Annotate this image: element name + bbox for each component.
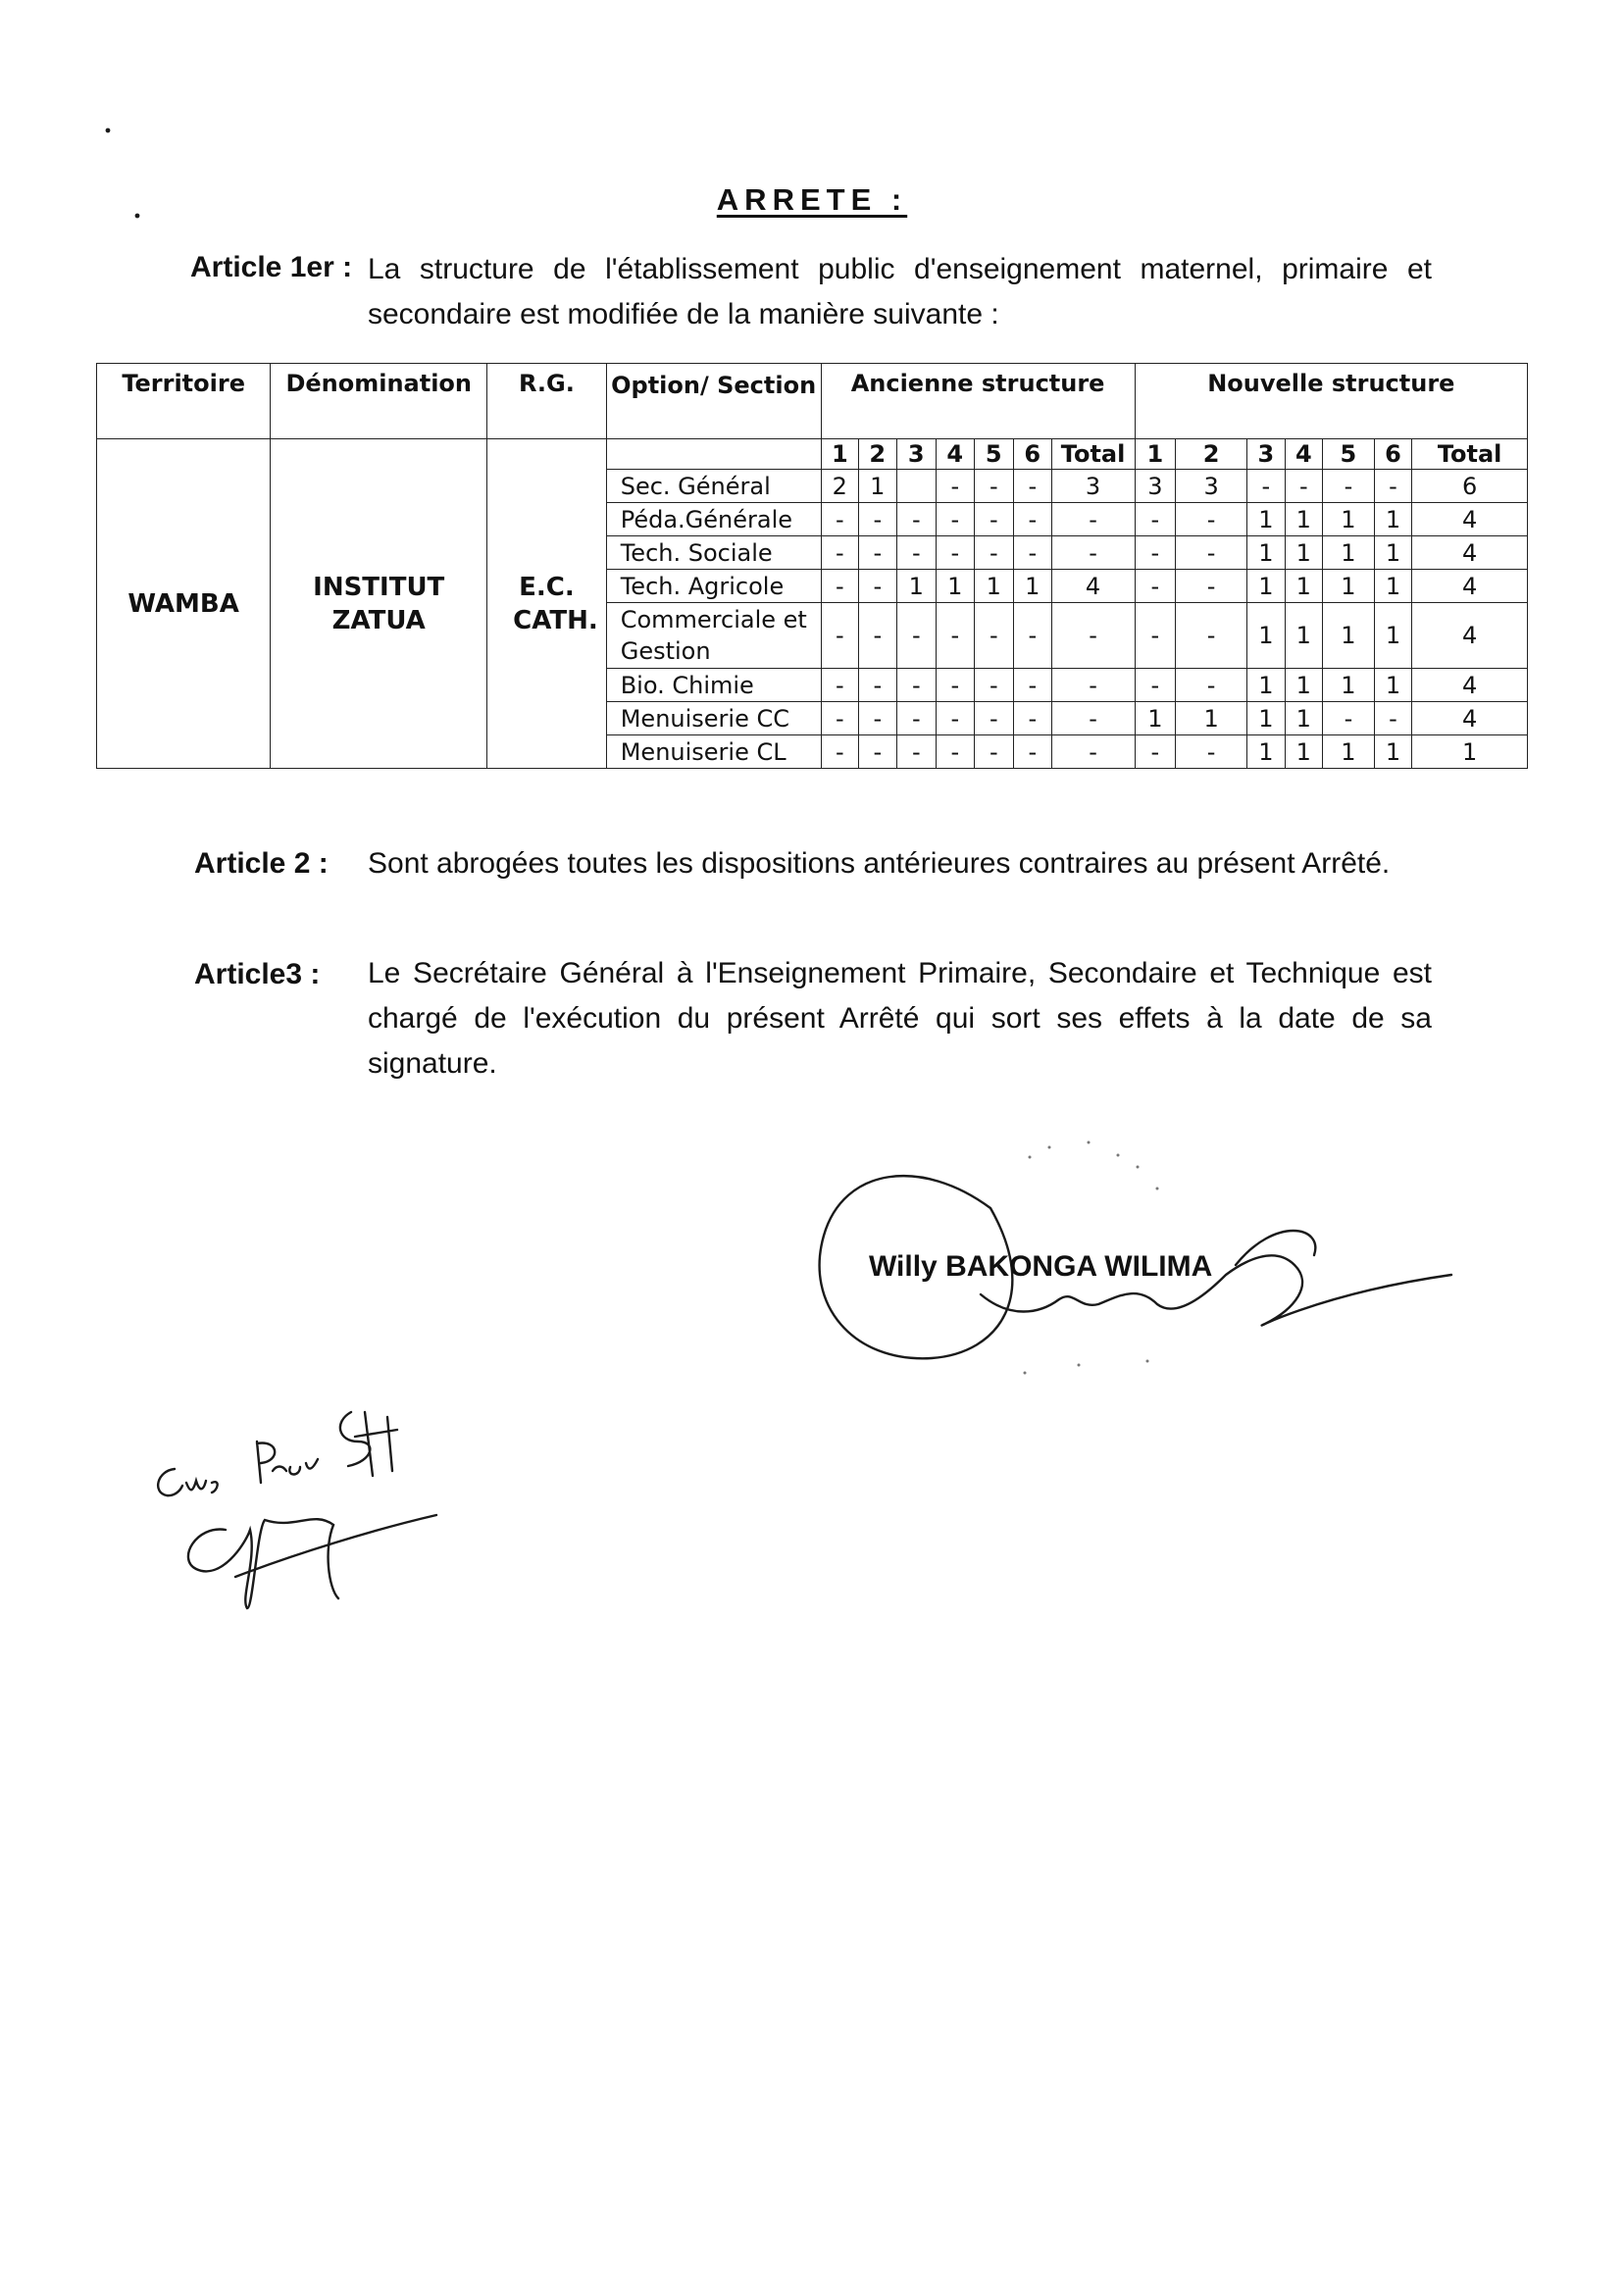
ancienne-cell: - xyxy=(821,570,858,603)
nouvelle-cell: - xyxy=(1176,570,1247,603)
nouvelle-cell: 1 xyxy=(1374,669,1411,702)
article-2-label: Article 2 : xyxy=(194,847,329,880)
ancienne-cell: - xyxy=(937,503,974,536)
ancienne-subheader-5: 5 xyxy=(974,439,1014,470)
ancienne-cell: - xyxy=(937,669,974,702)
ancienne-cell: - xyxy=(937,603,974,669)
nouvelle-subheader-7: Total xyxy=(1412,439,1528,470)
ancienne-cell: - xyxy=(821,669,858,702)
article-3-label: Article3 : xyxy=(194,958,321,990)
option-cell: Menuiserie CL xyxy=(606,735,821,769)
document-title: ARRETE : xyxy=(716,182,908,217)
nouvelle-cell: 1 xyxy=(1285,669,1322,702)
nouvelle-subheader-1: 1 xyxy=(1135,439,1176,470)
nouvelle-cell: 1 xyxy=(1247,570,1285,603)
nouvelle-cell: 4 xyxy=(1412,503,1528,536)
nouvelle-cell: 1 xyxy=(1285,570,1322,603)
ancienne-cell: - xyxy=(821,603,858,669)
nouvelle-cell: 3 xyxy=(1135,470,1176,503)
ancienne-cell: - xyxy=(937,470,974,503)
ancienne-cell: - xyxy=(974,603,1014,669)
nouvelle-cell: 1 xyxy=(1323,735,1375,769)
ancienne-cell: 2 xyxy=(821,470,858,503)
ancienne-subheader-3: 3 xyxy=(896,439,937,470)
nouvelle-cell: - xyxy=(1135,735,1176,769)
nouvelle-cell: 6 xyxy=(1412,470,1528,503)
nouvelle-cell: 1 xyxy=(1285,603,1322,669)
ancienne-cell: - xyxy=(896,735,937,769)
ancienne-cell: - xyxy=(974,503,1014,536)
nouvelle-cell: 1 xyxy=(1285,503,1322,536)
nouvelle-cell: - xyxy=(1247,470,1285,503)
ancienne-cell: - xyxy=(937,536,974,570)
option-cell: Tech. Sociale xyxy=(606,536,821,570)
nouvelle-cell: 1 xyxy=(1176,702,1247,735)
nouvelle-cell: 1 xyxy=(1135,702,1176,735)
ancienne-subheader-7: Total xyxy=(1051,439,1135,470)
note-signature xyxy=(188,1515,436,1608)
nouvelle-cell: 4 xyxy=(1412,570,1528,603)
rg-cell: E.C. CATH. xyxy=(487,439,607,769)
option-cell: Sec. Général xyxy=(606,470,821,503)
ancienne-cell: - xyxy=(821,503,858,536)
ancienne-cell: - xyxy=(974,669,1014,702)
ancienne-cell: - xyxy=(859,735,896,769)
article-1-text: La structure de l'établissement public d'enseignement maternel, primaire et secondaire est modifiée de la manière suivante : xyxy=(368,253,1432,330)
nouvelle-cell: 1 xyxy=(1374,735,1411,769)
ancienne-subheader-4: 4 xyxy=(937,439,974,470)
header-ancienne: Ancienne structure xyxy=(821,364,1135,439)
nouvelle-cell: - xyxy=(1135,570,1176,603)
ancienne-cell: - xyxy=(896,503,937,536)
nouvelle-cell: 4 xyxy=(1412,603,1528,669)
ancienne-cell: - xyxy=(1014,470,1051,503)
ancienne-cell: - xyxy=(896,536,937,570)
ancienne-cell: 1 xyxy=(937,570,974,603)
nouvelle-cell: - xyxy=(1135,536,1176,570)
ancienne-cell: - xyxy=(1014,603,1051,669)
nouvelle-cell: 4 xyxy=(1412,702,1528,735)
nouvelle-cell: 4 xyxy=(1412,669,1528,702)
ancienne-cell: - xyxy=(1014,702,1051,735)
nouvelle-cell: 1 xyxy=(1247,735,1285,769)
ancienne-cell: - xyxy=(859,603,896,669)
nouvelle-cell: 1 xyxy=(1323,503,1375,536)
nouvelle-cell: - xyxy=(1176,536,1247,570)
ancienne-cell: - xyxy=(821,702,858,735)
ancienne-cell: - xyxy=(896,702,937,735)
nouvelle-subheader-6: 6 xyxy=(1374,439,1411,470)
ancienne-cell: - xyxy=(896,669,937,702)
nouvelle-cell: 1 xyxy=(1323,570,1375,603)
nouvelle-subheader-3: 3 xyxy=(1247,439,1285,470)
ancienne-cell: - xyxy=(859,536,896,570)
nouvelle-cell: 1 xyxy=(1374,570,1411,603)
nouvelle-cell: - xyxy=(1176,735,1247,769)
nouvelle-cell: - xyxy=(1374,702,1411,735)
ancienne-cell: - xyxy=(974,536,1014,570)
nouvelle-cell: 4 xyxy=(1412,536,1528,570)
nouvelle-subheader-5: 5 xyxy=(1323,439,1375,470)
signature-upper-curl xyxy=(1236,1231,1315,1265)
ancienne-cell: 1 xyxy=(974,570,1014,603)
nouvelle-subheader-4: 4 xyxy=(1285,439,1322,470)
header-option: Option/ Section xyxy=(606,364,821,439)
nouvelle-cell: - xyxy=(1285,470,1322,503)
article-3-text: Le Secrétaire Général à l'Enseignement Primaire, Secondaire et Technique est chargé de l'exécution du présent Arrêté qui sort ses effets à la date de sa signature. xyxy=(368,957,1432,1080)
option-cell: Bio. Chimie xyxy=(606,669,821,702)
ancienne-cell: - xyxy=(1051,503,1135,536)
header-territoire: Territoire xyxy=(97,364,271,439)
nouvelle-cell: 1 xyxy=(1412,735,1528,769)
ancienne-cell: - xyxy=(1014,669,1051,702)
ancienne-cell: - xyxy=(821,536,858,570)
ancienne-cell: 3 xyxy=(1051,470,1135,503)
option-cell: Péda.Générale xyxy=(606,503,821,536)
nouvelle-cell: 1 xyxy=(1247,536,1285,570)
nouvelle-cell: - xyxy=(1176,503,1247,536)
nouvelle-cell: 1 xyxy=(1323,603,1375,669)
nouvelle-cell: - xyxy=(1176,603,1247,669)
ancienne-cell: - xyxy=(859,503,896,536)
ancienne-cell: - xyxy=(1051,536,1135,570)
nouvelle-cell: 1 xyxy=(1247,669,1285,702)
nouvelle-cell: - xyxy=(1323,702,1375,735)
note-word-3 xyxy=(340,1412,397,1476)
nouvelle-cell: 1 xyxy=(1374,536,1411,570)
ancienne-cell: - xyxy=(1051,669,1135,702)
territoire-cell: WAMBA xyxy=(97,439,271,769)
nouvelle-cell: 1 xyxy=(1247,503,1285,536)
ancienne-subheader-1: 1 xyxy=(821,439,858,470)
nouvelle-cell: 1 xyxy=(1247,702,1285,735)
ancienne-cell: 4 xyxy=(1051,570,1135,603)
ancienne-cell: - xyxy=(937,702,974,735)
nouvelle-subheader-2: 2 xyxy=(1176,439,1247,470)
article-1-label: Article 1er : xyxy=(190,251,353,283)
ancienne-cell: - xyxy=(974,735,1014,769)
ancienne-cell: - xyxy=(859,702,896,735)
ancienne-cell: - xyxy=(1014,503,1051,536)
option-cell: Commerciale et Gestion xyxy=(606,603,821,669)
nouvelle-cell: 1 xyxy=(1374,503,1411,536)
ancienne-cell: - xyxy=(821,735,858,769)
nouvelle-cell: - xyxy=(1176,669,1247,702)
ancienne-cell: - xyxy=(937,735,974,769)
ancienne-subheader-2: 2 xyxy=(859,439,896,470)
option-cell: Tech. Agricole xyxy=(606,570,821,603)
nouvelle-cell: 3 xyxy=(1176,470,1247,503)
ancienne-cell: 1 xyxy=(859,470,896,503)
ancienne-cell: - xyxy=(1051,702,1135,735)
ancienne-cell: - xyxy=(896,603,937,669)
nouvelle-cell: - xyxy=(1323,470,1375,503)
option-cell: Menuiserie CC xyxy=(606,702,821,735)
nouvelle-cell: 1 xyxy=(1323,669,1375,702)
ancienne-subheader-6: 6 xyxy=(1014,439,1051,470)
denomination-cell: INSTITUT ZATUA xyxy=(271,439,487,769)
nouvelle-cell: 1 xyxy=(1285,536,1322,570)
nouvelle-cell: 1 xyxy=(1285,735,1322,769)
signatory-name: Willy BAKONGA WILIMA xyxy=(869,1250,1213,1283)
nouvelle-cell: - xyxy=(1374,470,1411,503)
ancienne-cell: 1 xyxy=(1014,570,1051,603)
ancienne-cell: - xyxy=(1014,536,1051,570)
note-word-2 xyxy=(257,1442,318,1483)
header-nouvelle: Nouvelle structure xyxy=(1135,364,1527,439)
ancienne-cell: 1 xyxy=(896,570,937,603)
nouvelle-cell: 1 xyxy=(1374,603,1411,669)
ancienne-cell: - xyxy=(1014,735,1051,769)
ancienne-cell: - xyxy=(859,570,896,603)
ancienne-cell: - xyxy=(974,470,1014,503)
note-word-1 xyxy=(158,1469,218,1495)
nouvelle-cell: 1 xyxy=(1285,702,1322,735)
ancienne-cell: - xyxy=(974,702,1014,735)
nouvelle-cell: 1 xyxy=(1247,603,1285,669)
ancienne-cell: - xyxy=(1051,603,1135,669)
nouvelle-cell: 1 xyxy=(1323,536,1375,570)
ancienne-cell: - xyxy=(1051,735,1135,769)
nouvelle-cell: - xyxy=(1135,669,1176,702)
ancienne-cell: - xyxy=(859,669,896,702)
nouvelle-cell: - xyxy=(1135,503,1176,536)
nouvelle-cell: - xyxy=(1135,603,1176,669)
article-2-text: Sont abrogées toutes les dispositions antérieures contraires au présent Arrêté. xyxy=(368,847,1391,880)
header-rg: R.G. xyxy=(487,364,607,439)
header-denomination: Dénomination xyxy=(271,364,487,439)
